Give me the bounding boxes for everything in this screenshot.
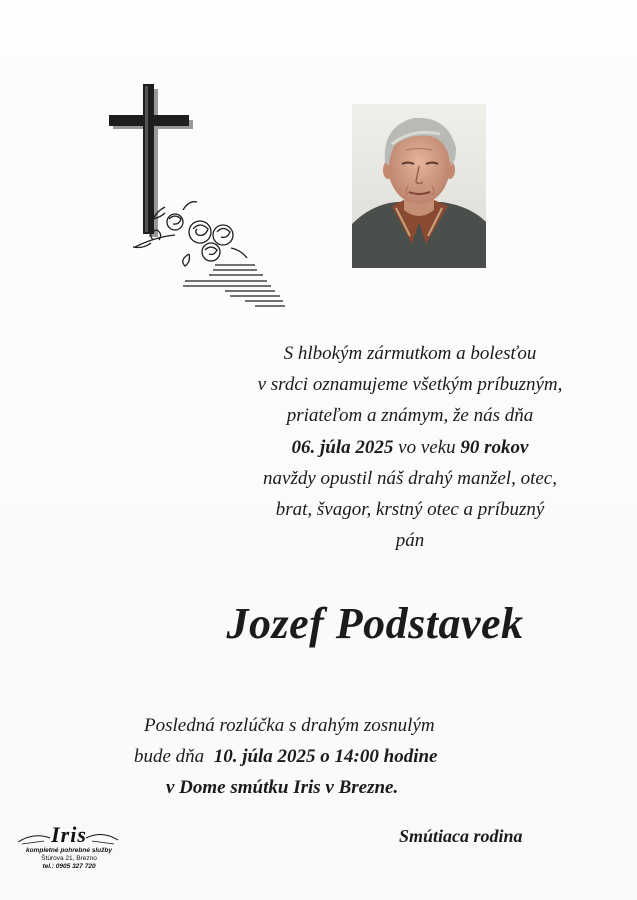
farewell-date-line <box>120 741 490 772</box>
age: 90 rokov <box>460 436 529 458</box>
closing-line: pán <box>395 530 425 552</box>
logo-title: Iris <box>51 822 87 847</box>
closing-line: navždy opustil náš drahý manžel, otec, <box>263 467 557 489</box>
intro-line: S hlbokým zármutkom a bolesťou <box>283 343 537 364</box>
portrait-photo <box>352 104 486 268</box>
farewell-line: Posledná rozlúčka s drahým zosnulým <box>144 715 435 736</box>
logo-address: Štúrova 21, Brezno <box>41 855 97 862</box>
farewell-date-prefix: bude dňa <box>134 746 205 767</box>
closing-line: brat, švagor, krstný otec a príbuzný <box>275 499 545 521</box>
intro-line: v srdci oznamujeme všetkým príbuzným, <box>257 374 563 396</box>
deceased-name: Jozef Podstavek <box>226 599 524 648</box>
age-prefix: vo veku <box>398 436 456 458</box>
date-of-death: 06. júla 2025 <box>291 436 394 458</box>
farewell-place: v Dome smútku Iris v Brezne. <box>166 777 399 798</box>
farewell-date-time: 10. júla 2025 o 14:00 hodine <box>213 746 438 767</box>
date-age-line <box>220 432 600 463</box>
logo-phone: tel.: 0905 327 720 <box>42 863 96 870</box>
family-signature: Smútiaca rodina <box>399 826 523 846</box>
logo-services: kompletné pohrebné služby <box>26 847 112 854</box>
cross-with-roses-icon <box>105 82 290 317</box>
farewell-details <box>120 710 490 803</box>
intro-line: priateľom a známym, že nás dňa <box>286 405 534 427</box>
announcement-text <box>220 338 600 556</box>
funeral-service-logo <box>14 822 124 874</box>
